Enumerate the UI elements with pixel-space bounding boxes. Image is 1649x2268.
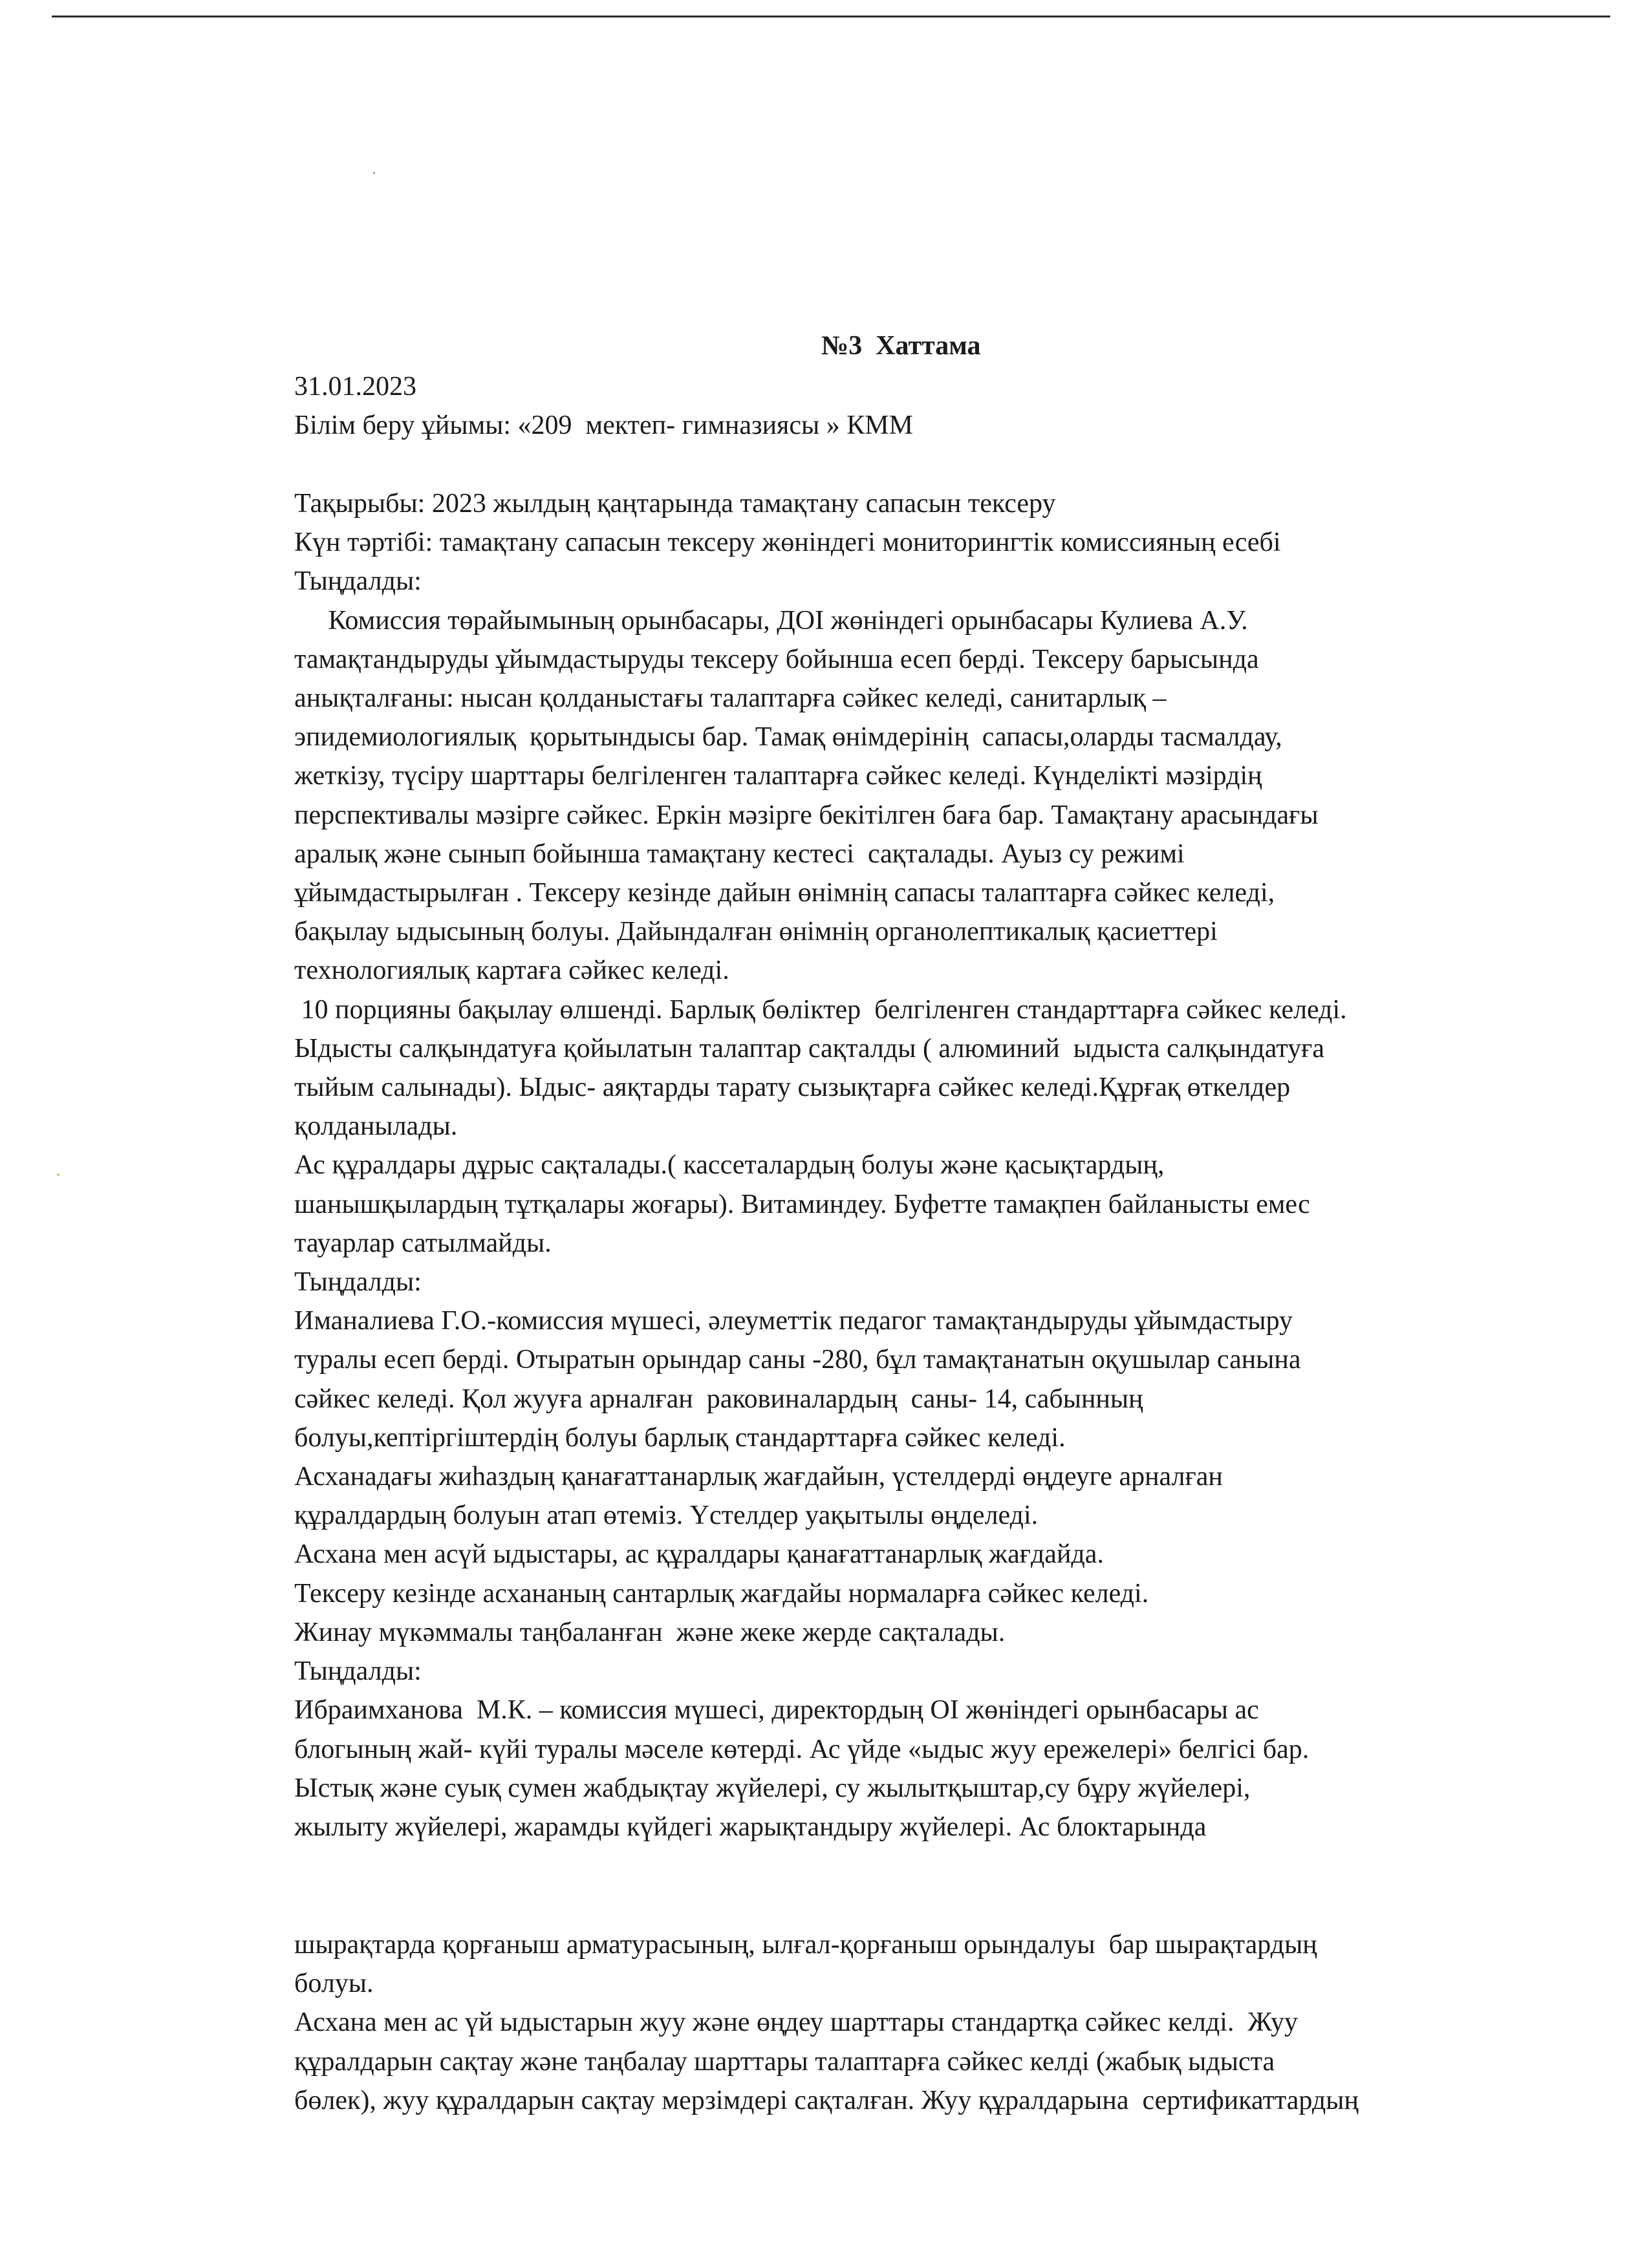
top-scan-rule — [52, 16, 1610, 17]
text-line: Тыңдалды: — [294, 1656, 422, 1687]
text-line: туралы есеп берді. Отыратын орындар саны -280, бұл тамақтанатын оқушылар санына — [294, 1345, 1301, 1375]
text-line: технологиялық картаға сәйкес келеді. — [294, 956, 729, 986]
organization-line: Білім беру ұйымы: «209 мектеп- гимназиясы » КММ — [294, 411, 913, 441]
text-line: Тексеру кезінде асхананың сантарлық жағдайы нормаларға сәйкес келеді. — [294, 1578, 1149, 1609]
text-line: сәйкес келеді. Қол жууға арналған раковиналардың саны- 14, сабынның — [294, 1384, 1143, 1414]
text-line: Тақырыбы: 2023 жылдың қаңтарында тамақтану сапасын тексеру — [294, 489, 1056, 519]
text-line: Асхана мен ас үй ыдыстарын жуу және өңдеу шарттары стандартқа сәйкес келді. Жуу — [294, 2007, 1298, 2038]
text-line: Комиссия төрайымының орынбасары, ДОІ жөніндегі орынбасары Кулиева А.У. — [294, 605, 1248, 636]
text-line: бөлек), жуу құралдарын сақтау мерзімдері сақталған. Жуу құралдарына сертификаттардың — [294, 2085, 1359, 2115]
protocol-date: 31.01.2023 — [294, 372, 416, 401]
text-line: жеткізу, түсіру шарттары белгіленген талаптарға сәйкес келеді. Күнделікті мәзірдің — [294, 761, 1262, 791]
text-line: анықталғаны: нысан қолданыстағы талаптарға сәйкес келеді, санитарлық – — [294, 683, 1167, 714]
text-line: Жинау мүкәммалы таңбаланған және жеке жерде сақталады. — [294, 1617, 1006, 1647]
text-line: тыйым салынады). Ыдыс- аяқтарды тарату сызықтарға сәйкес келеді.Құрғақ өткелдер — [294, 1073, 1291, 1103]
text-line: Ыстық және суық сумен жабдықтау жүйелері, су жылытқыштар,су бұру жүйелері, — [294, 1773, 1251, 1803]
text-line: тамақтандыруды ұйымдастыруды тексеру бойынша есеп берді. Тексеру барысында — [294, 644, 1259, 674]
text-line: Ибраимханова М.К. – комиссия мүшесі, директордың ОІ жөніндегі орынбасары ас — [294, 1695, 1259, 1726]
text-line: Күн тәртібі: тамақтану сапасын тексеру жөніндегі мониторингтік комиссияның есебі — [294, 528, 1281, 558]
text-line: болуы. — [294, 1969, 374, 1999]
document-header — [294, 367, 913, 445]
text-line: Иманалиева Г.О.-комиссия мүшесі, әлеуметтік педагог тамақтандыруды ұйымдастыру — [294, 1306, 1293, 1336]
scan-speck — [373, 172, 375, 174]
text-line: құралдарын сақтау және таңбалау шарттары талаптарға сәйкес келді (жабық ыдыста — [294, 2046, 1275, 2077]
text-line: тауарлар сатылмайды. — [294, 1228, 552, 1258]
text-line: эпидемиологиялық қорытындысы бар. Тамақ өнімдерінің сапасы,оларды тасмалдау, — [294, 722, 1282, 753]
document-body — [294, 484, 1347, 1846]
text-line: болуы,кептіргіштердің болуы барлық стандарттарға сәйкес келеді. — [294, 1422, 1066, 1453]
text-line: аралық және сынып бойынша тамақтану кестесі сақталады. Ауыз су режимі — [294, 839, 1185, 869]
text-line: жылыту жүйелері, жарамды күйдегі жарықтандыру жүйелері. Ас блоктарында — [294, 1812, 1207, 1842]
text-line: блогының жай- күйі туралы мәселе көтерді. Ас үйде «ыдыс жуу ережелері» белгісі бар. — [294, 1734, 1310, 1764]
text-line: бақылау ыдысының болуы. Дайындалған өнімнің органолептикалық қасиеттері — [294, 917, 1218, 947]
text-line: Асханадағы жиһаздың қанағаттанарлық жағдайын, үстелдерді өңдеуге арналған — [294, 1462, 1223, 1492]
text-line: Асхана мен асүй ыдыстары, ас құралдары қанағаттанарлық жағдайда. — [294, 1539, 1104, 1570]
text-line: қолданылады. — [294, 1111, 458, 1142]
text-line: ұйымдастырылған . Тексеру кезінде дайын өнімнің сапасы талаптарға сәйкес келеді, — [294, 878, 1275, 908]
text-line: шанышқылардың тұтқалары жоғары). Витаминдеу. Буфетте тамақпен байланысты емес — [294, 1189, 1310, 1219]
text-line: перспективалы мәзірге сәйкес. Еркін мәзірге бекітілген баға бар. Тамақтану арасындағы — [294, 800, 1319, 830]
text-line: 10 порцияны бақылау өлшенді. Барлық бөліктер белгіленген стандарттарға сәйкес келеді. — [294, 994, 1347, 1025]
text-line: Ас құралдары дұрыс сақталады.( кассеталардың болуы және қасықтардың, — [294, 1150, 1165, 1181]
document-continuation — [294, 1925, 1359, 2120]
text-line: Тыңдалды: — [294, 1267, 422, 1298]
protocol-title: №3 Хаттама — [821, 331, 981, 361]
text-line: Тыңдалды: — [294, 566, 422, 597]
scan-speck — [57, 1173, 59, 1176]
text-line: құралдардың болуын атап өтеміз. Үстелдер уақытылы өңделеді. — [294, 1501, 1039, 1531]
text-line: Ыдысты салқындатуға қойылатын талаптар сақталды ( алюминий ыдыста салқындатуға — [294, 1033, 1324, 1064]
text-line: шырақтарда қорғаныш арматурасының, ылғал-қорғаныш орындалуы бар шырақтардың — [294, 1930, 1317, 1960]
